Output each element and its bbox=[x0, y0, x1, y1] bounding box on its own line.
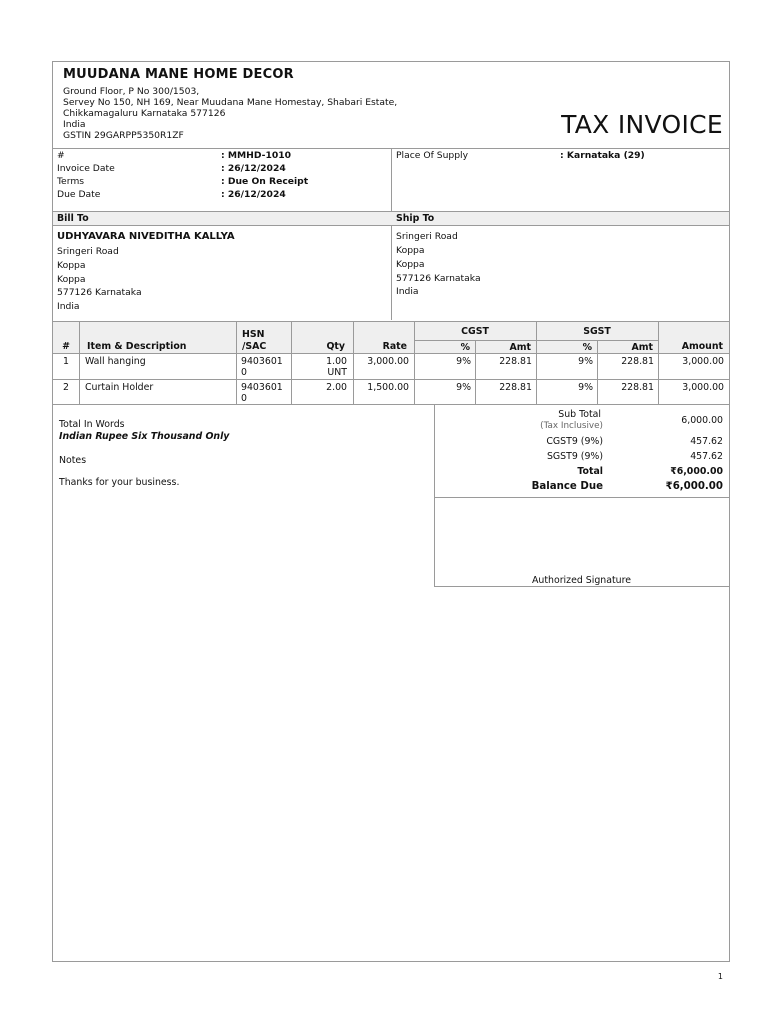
balance-due-label: Balance Due bbox=[531, 481, 603, 492]
row-num: 2 bbox=[63, 382, 69, 393]
divider bbox=[391, 148, 392, 320]
place-of-supply-value: : Karnataka (29) bbox=[560, 150, 645, 161]
due-date-label: Due Date bbox=[57, 189, 101, 200]
row-item: Wall hanging bbox=[85, 356, 146, 367]
col-header-sgst-pct: % bbox=[582, 342, 592, 353]
ship-to-line: Koppa bbox=[396, 245, 425, 256]
divider bbox=[434, 586, 729, 587]
ship-to-heading: Ship To bbox=[396, 213, 435, 224]
divider bbox=[53, 225, 729, 226]
col-header-sgst-amt: Amt bbox=[631, 342, 653, 353]
row-cgst-amt: 228.81 bbox=[499, 382, 532, 393]
invoice-number-label: # bbox=[57, 150, 65, 161]
page-number: 1 bbox=[717, 972, 723, 981]
row-cgst-pct: 9% bbox=[456, 382, 471, 393]
divider bbox=[53, 379, 729, 380]
bill-to-line: Koppa bbox=[57, 274, 86, 285]
invoice-number-value: : MMHD-1010 bbox=[221, 150, 292, 161]
invoice-date-value: : 26/12/2024 bbox=[221, 163, 286, 174]
authorized-signature-label: Authorized Signature bbox=[531, 575, 631, 586]
terms-value: : Due On Receipt bbox=[221, 176, 309, 187]
row-unit: UNT bbox=[327, 367, 347, 378]
row-sgst-amt: 228.81 bbox=[621, 356, 654, 367]
company-name: MUUDANA MANE HOME DECOR bbox=[63, 67, 294, 82]
bill-to-line: Koppa bbox=[57, 260, 86, 271]
row-cgst-amt: 228.81 bbox=[499, 356, 532, 367]
total-value: ₹6,000.00 bbox=[670, 466, 723, 477]
address-header-bar bbox=[53, 211, 729, 225]
col-header-sgst: SGST bbox=[583, 326, 611, 337]
col-header-num: # bbox=[62, 341, 70, 352]
col-header-cgst-amt: Amt bbox=[509, 342, 531, 353]
document-title: TAX INVOICE bbox=[561, 110, 723, 139]
bill-to-line: India bbox=[57, 301, 80, 312]
notes-value: Thanks for your business. bbox=[59, 477, 180, 488]
row-rate: 1,500.00 bbox=[367, 382, 409, 393]
col-header-hsn: HSN bbox=[242, 329, 265, 340]
divider bbox=[53, 353, 729, 354]
row-amount: 3,000.00 bbox=[682, 382, 724, 393]
row-rate: 3,000.00 bbox=[367, 356, 409, 367]
row-hsn: 9403601 bbox=[241, 356, 283, 367]
row-hsn-cont: 0 bbox=[241, 367, 247, 378]
total-in-words-value: Indian Rupee Six Thousand Only bbox=[59, 431, 230, 442]
terms-label: Terms bbox=[57, 176, 85, 187]
cgst-total-label: CGST9 (9%) bbox=[546, 436, 603, 447]
divider bbox=[434, 404, 435, 587]
bill-to-line: Sringeri Road bbox=[57, 246, 119, 257]
row-sgst-amt: 228.81 bbox=[621, 382, 654, 393]
subtotal-note: (Tax Inclusive) bbox=[540, 421, 603, 431]
row-qty: 2.00 bbox=[326, 382, 347, 393]
bill-to-heading: Bill To bbox=[57, 213, 89, 224]
row-hsn-cont: 0 bbox=[241, 393, 247, 404]
col-header-item: Item & Description bbox=[87, 341, 187, 352]
bill-to-line: 577126 Karnataka bbox=[57, 287, 142, 298]
notes-label: Notes bbox=[59, 455, 87, 466]
bill-to-name: UDHYAVARA NIVEDITHA KALLYA bbox=[57, 231, 235, 242]
col-header-cgst-pct: % bbox=[460, 342, 470, 353]
company-address-line: Servey No 150, NH 169, Near Muudana Mane Homestay, Shabari Estate, bbox=[63, 97, 398, 108]
divider bbox=[53, 321, 729, 322]
company-address-line: India bbox=[63, 119, 86, 130]
row-item: Curtain Holder bbox=[85, 382, 154, 393]
row-cgst-pct: 9% bbox=[456, 356, 471, 367]
sgst-total-label: SGST9 (9%) bbox=[546, 451, 603, 462]
sgst-total-value: 457.62 bbox=[690, 451, 723, 462]
total-label: Total bbox=[577, 466, 603, 477]
col-header-qty: Qty bbox=[326, 341, 345, 352]
row-hsn: 9403601 bbox=[241, 382, 283, 393]
company-address-line: Ground Floor, P No 300/1503, bbox=[63, 86, 200, 97]
row-num: 1 bbox=[63, 356, 69, 367]
company-address-line: Chikkamagaluru Karnataka 577126 bbox=[63, 108, 226, 119]
row-sgst-pct: 9% bbox=[578, 356, 593, 367]
divider bbox=[53, 211, 729, 212]
row-amount: 3,000.00 bbox=[682, 356, 724, 367]
col-header-amount: Amount bbox=[681, 341, 723, 352]
divider bbox=[434, 497, 729, 498]
divider bbox=[236, 321, 237, 404]
col-header-sac: /SAC bbox=[242, 341, 267, 352]
subtotal-value: 6,000.00 bbox=[681, 415, 723, 426]
divider bbox=[79, 321, 80, 404]
col-header-cgst: CGST bbox=[461, 326, 489, 337]
ship-to-line: 577126 Karnataka bbox=[396, 273, 481, 284]
total-in-words-label: Total In Words bbox=[59, 419, 125, 430]
company-gstin: GSTIN 29GARPP5350R1ZF bbox=[63, 130, 184, 141]
ship-to-line: Sringeri Road bbox=[396, 231, 458, 242]
invoice-date-label: Invoice Date bbox=[57, 163, 115, 174]
row-qty: 1.00 bbox=[326, 356, 347, 367]
subtotal-label: Sub Total bbox=[558, 409, 601, 420]
row-sgst-pct: 9% bbox=[578, 382, 593, 393]
cgst-total-value: 457.62 bbox=[690, 436, 723, 447]
divider bbox=[53, 404, 729, 405]
balance-due-value: ₹6,000.00 bbox=[665, 481, 723, 492]
ship-to-line: Koppa bbox=[396, 259, 425, 270]
col-header-rate: Rate bbox=[382, 341, 407, 352]
invoice-frame bbox=[52, 61, 730, 962]
ship-to-line: India bbox=[396, 286, 419, 297]
due-date-value: : 26/12/2024 bbox=[221, 189, 286, 200]
place-of-supply-label: Place Of Supply bbox=[396, 150, 469, 161]
